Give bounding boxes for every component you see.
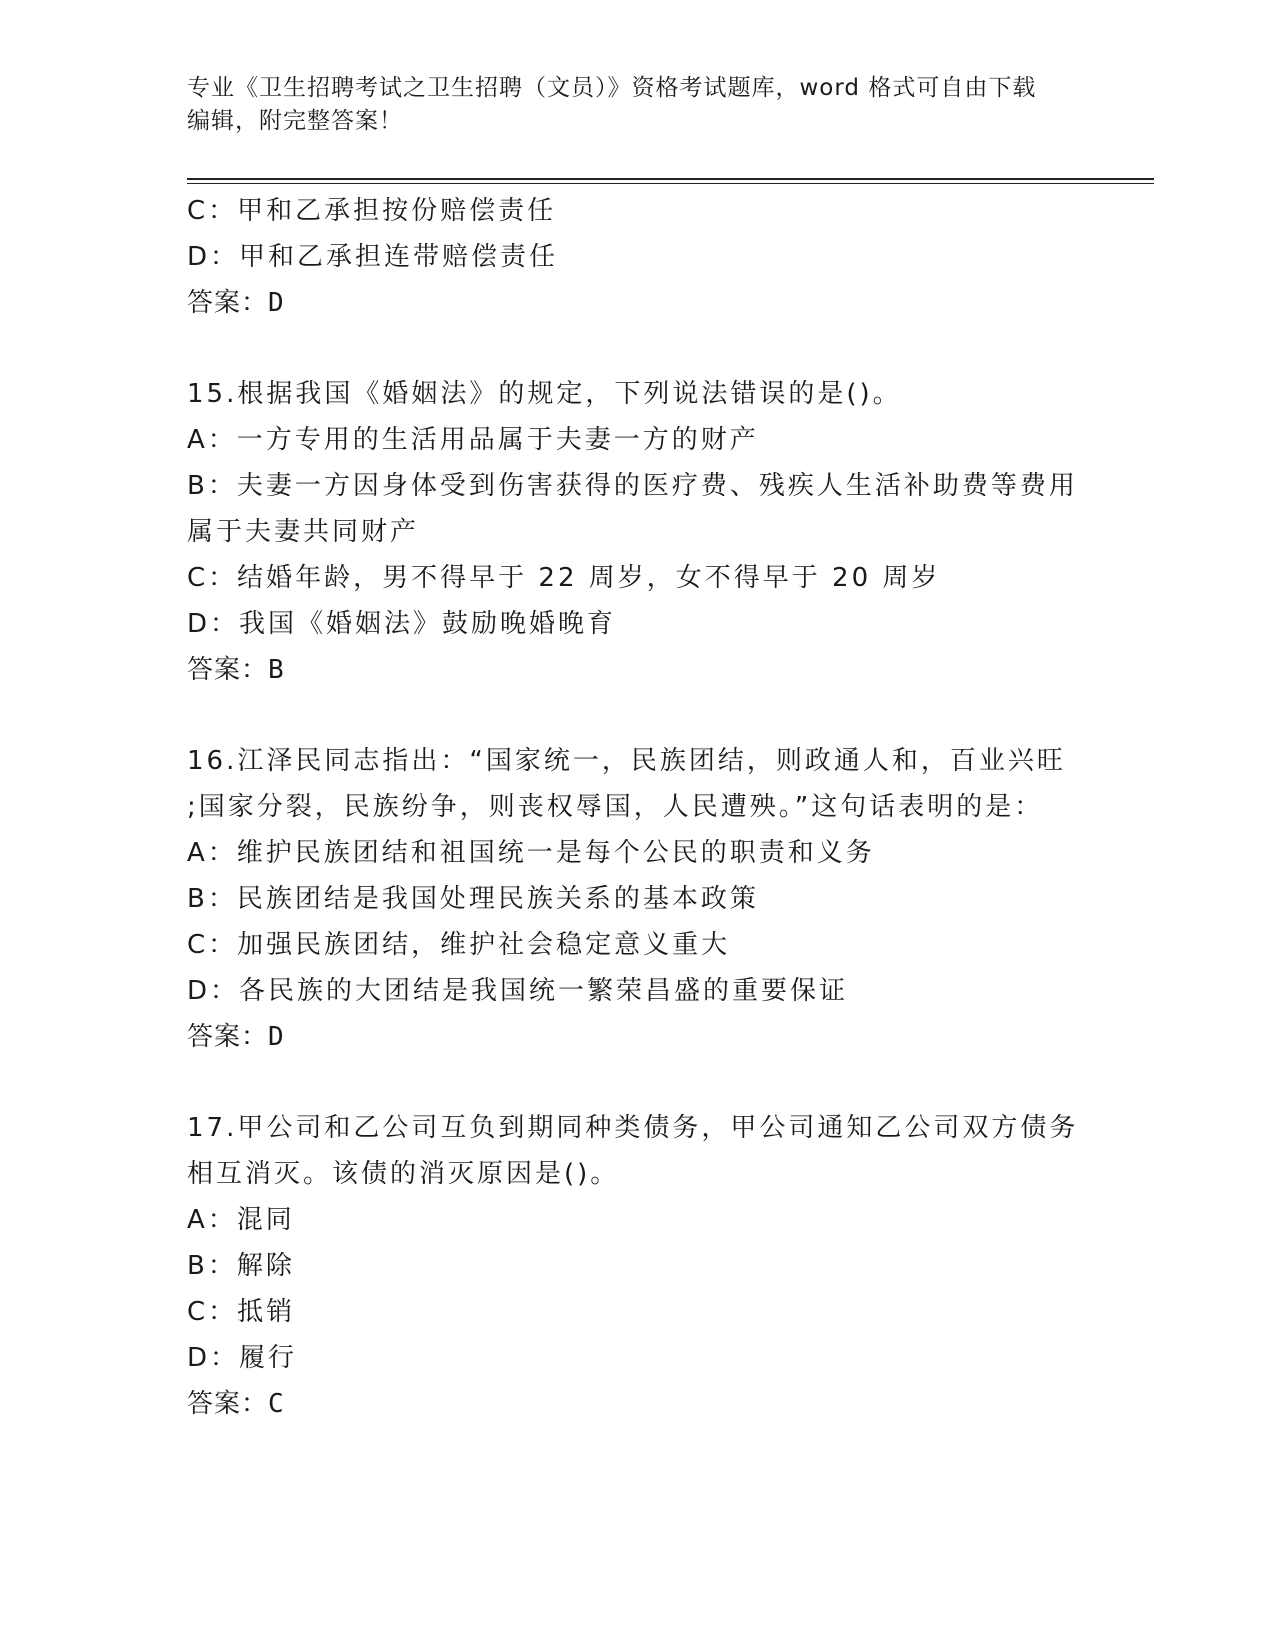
q16-option-b: B：民族团结是我国处理民族关系的基本政策: [187, 884, 759, 914]
q17-stem-line2: 相互消灭。该债的消灭原因是()。: [187, 1159, 620, 1189]
question-spacer: [187, 326, 1087, 371]
header-line-1: 专业《卫生招聘考试之卫生招聘（文员）》资格考试题库，word 格式可自由下载: [187, 75, 1037, 101]
header-line-2: 编辑，附完整答案！: [187, 108, 403, 134]
question-17: [187, 1105, 1087, 1427]
q14-answer: 答案：D: [187, 288, 285, 318]
q15-stem: 15.根据我国《婚姻法》的规定，下列说法错误的是()。: [187, 379, 902, 409]
q16-option-d: D：各民族的大团结是我国统一繁荣昌盛的重要保证: [187, 976, 849, 1006]
q17-option-a: A：混同: [187, 1205, 295, 1235]
q15-option-c: C：结婚年龄，男不得早于 22 周岁，女不得早于 20 周岁: [187, 563, 941, 593]
q15-option-b-line2: 属于夫妻共同财产: [187, 517, 420, 547]
q16-stem-line2: ;国家分裂，民族纷争，则丧权辱国，人民遭殃。”这句话表明的是：: [187, 792, 1044, 822]
q17-option-c: C：抵销: [187, 1297, 296, 1327]
header-divider-thin: [187, 183, 1154, 184]
question-spacer: [187, 1060, 1087, 1105]
q15-option-a: A：一方专用的生活用品属于夫妻一方的财产: [187, 425, 759, 455]
q16-option-a: A：维护民族团结和祖国统一是每个公民的职责和义务: [187, 838, 875, 868]
q16-option-c: C：加强民族团结，维护社会稳定意义重大: [187, 930, 731, 960]
q17-answer: 答案：C: [187, 1389, 285, 1419]
question-16: [187, 738, 1087, 1060]
q17-stem-line1: 17.甲公司和乙公司互负到期同种类债务，甲公司通知乙公司双方债务: [187, 1113, 1079, 1143]
question-14-tail: [187, 188, 1087, 326]
question-15: [187, 371, 1087, 693]
q14-option-c: C：甲和乙承担按份赔偿责任: [187, 196, 557, 226]
q15-answer: 答案：B: [187, 655, 285, 685]
page-header: [187, 72, 1087, 138]
question-spacer: [187, 693, 1087, 738]
header-divider-thick: [187, 178, 1154, 180]
q15-option-b-line1: B：夫妻一方因身体受到伤害获得的医疗费、残疾人生活补助费等费用: [187, 471, 1078, 501]
q14-option-d: D：甲和乙承担连带赔偿责任: [187, 242, 559, 272]
q17-option-d: D：履行: [187, 1343, 298, 1373]
q16-answer: 答案：D: [187, 1022, 285, 1052]
q15-option-d: D：我国《婚姻法》鼓励晚婚晚育: [187, 609, 617, 639]
q16-stem-line1: 16.江泽民同志指出：“国家统一，民族团结，则政通人和，百业兴旺: [187, 746, 1066, 776]
q17-option-b: B：解除: [187, 1251, 295, 1281]
question-content: [187, 188, 1087, 1427]
